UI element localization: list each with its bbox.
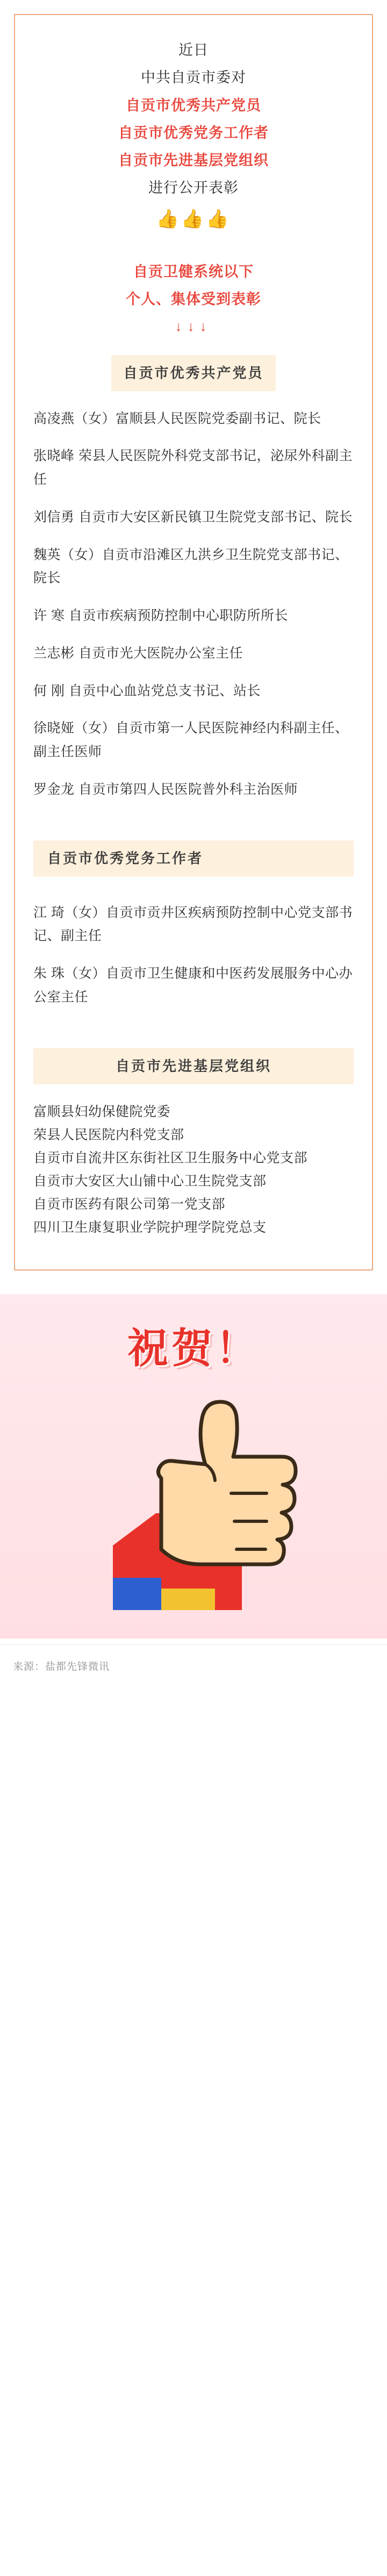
list-item: 罗金龙 自贡市第四人民医院普外科主治医师 [33,781,298,797]
article-page [0,14,387,2576]
list-item: 高凌燕（女）富顺县人民医院党委副书记、院长 [33,411,321,426]
list-item: 朱 珠（女）自贡市卫生健康和中医药发展服务中心办公室主任 [33,966,353,1005]
congratulation-banner [0,1294,387,1644]
subtitle-line-0: 自贡卫健系统以下 [133,264,254,280]
list-item: 许 寒 自贡市疾病预防控制中心职防所所长 [33,608,288,624]
intro-line-1: 中共自贡市委对 [141,69,246,86]
list-item: 张晓峰 荣县人民医院外科党支部书记，泌尿外科副主任 [33,448,353,488]
thumbs-up-hand-icon [81,1384,306,1610]
list-item: 江 琦（女）自贡市贡井区疾病预防控制中心党支部书记、副主任 [33,905,353,944]
list-item: 兰志彬 自贡市光大医院办公室主任 [33,645,243,661]
list-item: 徐晓娅（女）自贡市第一人民医院神经内科副主任、副主任医师 [33,721,349,760]
list-item: 荣县人民医院内科党支部 [33,1127,184,1142]
thumbs-up-illustration [0,1384,387,1615]
intro-line-3: 自贡市优秀党务工作者 [118,124,269,141]
thumbs-up-icon: 👍👍👍 [156,208,231,229]
list-item: 自贡市医药有限公司第一党支部 [33,1196,226,1212]
section-heading-label: 自贡市先进基层党组织 [33,1048,354,1084]
section-entries-2 [33,1100,354,1239]
list-item: 富顺县妇幼保健院党委 [33,1104,171,1119]
list-item: 自贡市大安区大山铺中心卫生院党支部 [33,1173,267,1189]
list-item: 魏英（女）自贡市沿滩区九洪乡卫生院党支部书记、院长 [33,547,349,586]
congratulation-inner [0,1294,387,1639]
source-text: 来源：盐都先锋微讯 [0,1644,387,1685]
section-heading-label: 自贡市优秀党务工作者 [33,841,354,877]
article-card [14,14,373,1271]
section-heading-1 [33,841,354,877]
intro-line-0: 近日 [178,42,209,58]
list-item: 刘信勇 自贡市大安区新民镇卫生院党支部书记、院长 [33,509,353,525]
subtitle-line-1: 个人、集体受到表彰 [126,291,261,308]
section-heading-0 [33,355,354,391]
congratulation-text: 祝贺！ [127,1324,260,1372]
list-item: 自贡市自流井区东街社区卫生服务中心党支部 [33,1150,308,1166]
list-item: 何 刚 自贡中心血站党总支书记、站长 [33,683,261,698]
section-entries-1 [33,901,354,1010]
section-entries-0 [33,407,354,802]
intro-line-2: 自贡市优秀共产党员 [126,97,261,114]
section-heading-label: 自贡市优秀共产党员 [111,355,275,391]
section-heading-2 [33,1048,354,1084]
list-item: 四川卫生康复职业学院护理学院党总支 [33,1219,267,1235]
intro-line-4: 自贡市先进基层党组织 [118,152,269,169]
down-arrows-icon: ↓↓↓ [175,317,212,334]
intro-line-5: 进行公开表彰 [148,180,239,196]
